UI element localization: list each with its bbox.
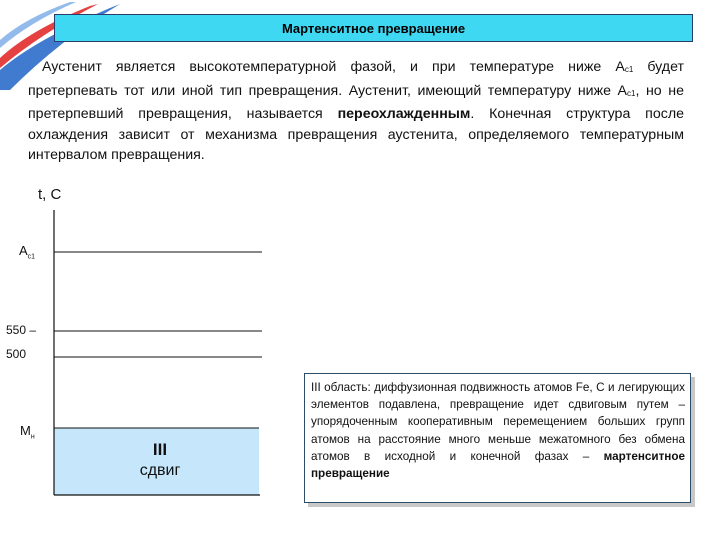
intro-sub-2: с1 <box>627 88 636 98</box>
intro-bold-term: переохлажденным <box>337 106 471 122</box>
level-label-550: 550 – <box>6 323 37 337</box>
y-axis-label: t, C <box>38 186 62 203</box>
level-label-mn-text: М <box>20 423 31 438</box>
level-label-ac1-sub: с1 <box>27 253 36 261</box>
level-label-500: 500 <box>6 347 27 361</box>
level-label-ac1-text: А <box>19 243 28 258</box>
level-label-mn <box>20 423 35 441</box>
intro-sub-1: с1 <box>624 65 634 74</box>
slide-title-text: Мартенситное превращение <box>281 20 466 36</box>
region-name: сдвиг <box>139 462 181 479</box>
level-label-mn-sub: н <box>30 433 35 441</box>
intro-part-4: . Конечная структура после охлаждения зависит от механизма превращения аустенита, определяемого температурным интервалом превращения. <box>28 106 684 163</box>
region-note-text: III область: диффузионная подвижность атомов Fe, C и легирующих элементов подавлена, превращение идет сдвиговым путем – упорядоченным кооперативным перемещением больших групп атомов на расстояние много меньше межатомного без обмена атомов в исходной и конечной фазах – <box>311 381 685 463</box>
level-label-ac1 <box>19 243 35 261</box>
region-note-box <box>304 373 691 503</box>
intro-part-1: Аустенит является высокотемпературной фазой, и при температуре ниже А <box>42 59 625 75</box>
intro-part-3: , но не претерпевший превращения, называется <box>28 82 684 122</box>
region-number: III <box>152 440 168 459</box>
intro-part-2: будет претерпевать тот или иной тип превращения. Аустенит, имеющий температуру ниже А <box>28 59 685 99</box>
region-note-bold: мартенситное превращение <box>311 449 685 481</box>
